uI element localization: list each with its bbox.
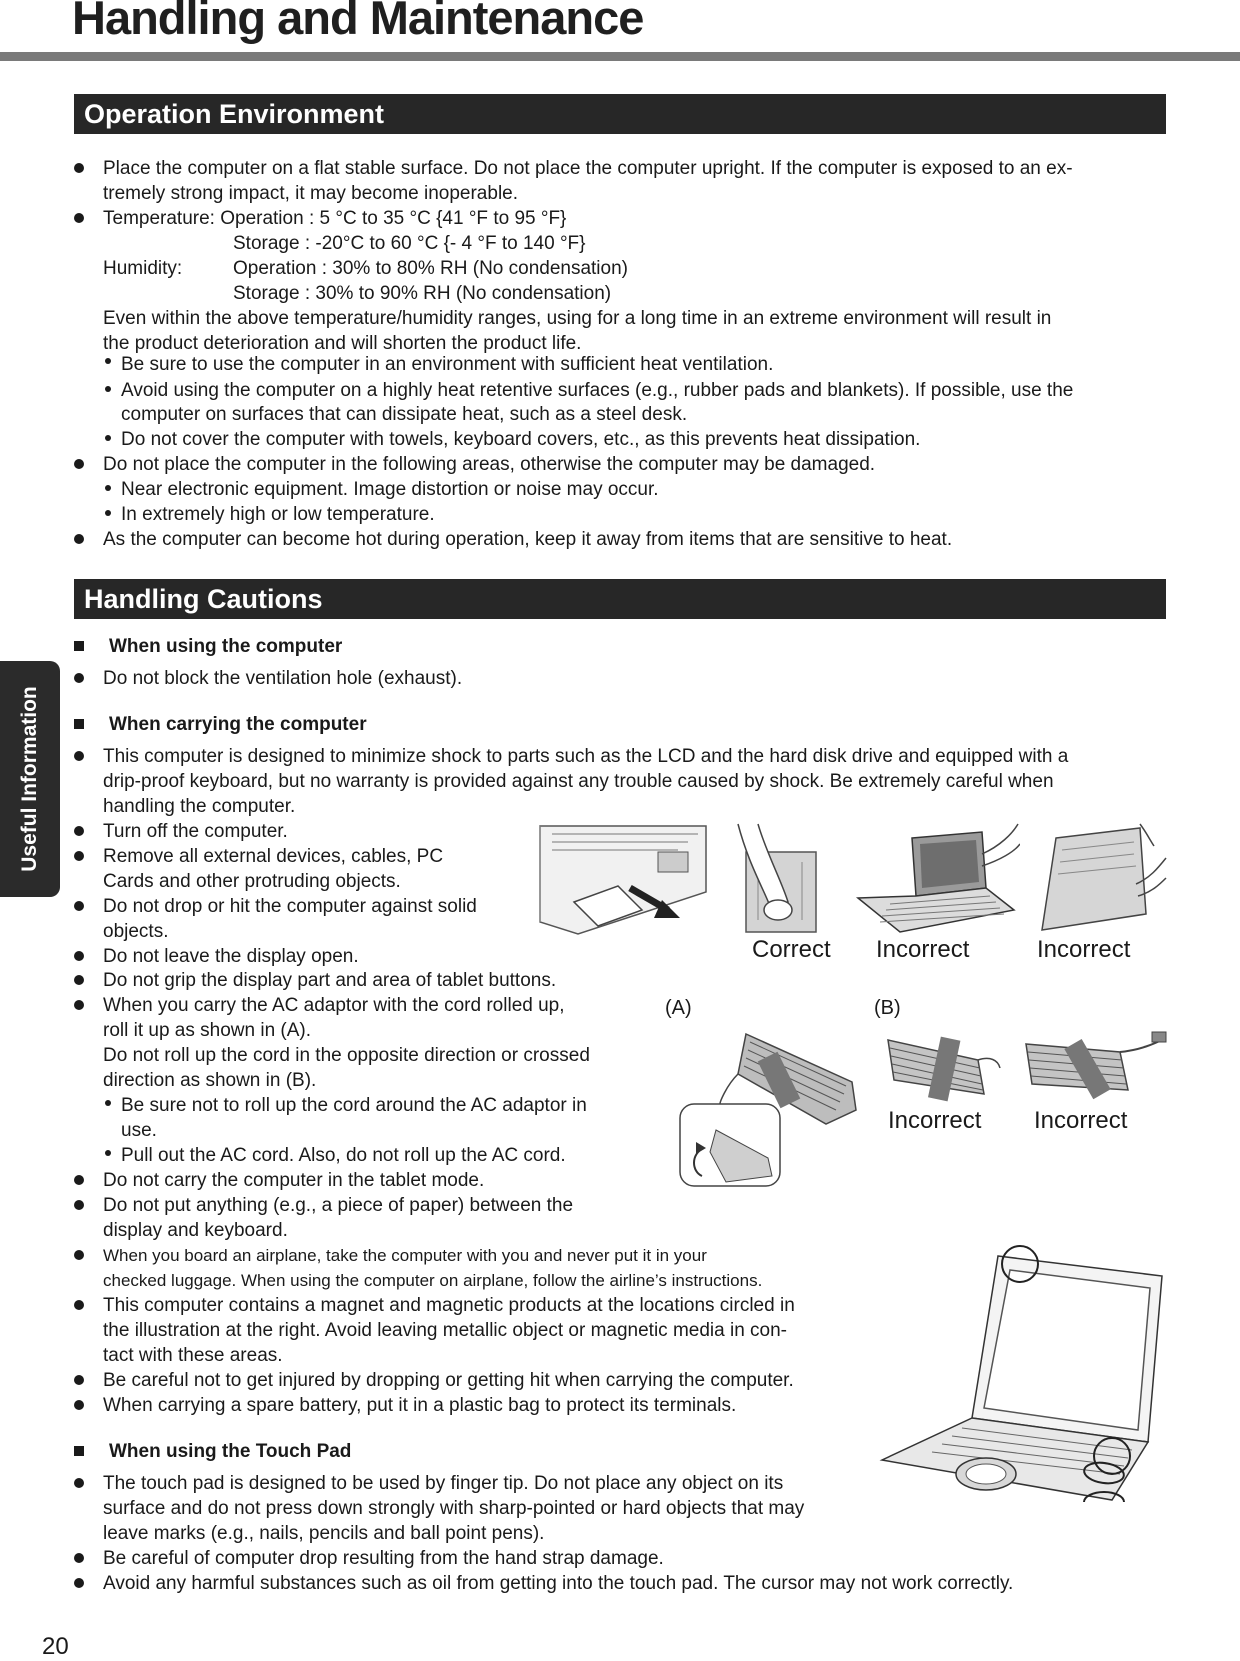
figure-label-b: (B): [874, 997, 901, 1019]
text-line: This computer is designed to minimize shock to parts such as the LCD and the hard disk drive and equipped with a: [103, 746, 1069, 767]
bullet: [74, 1553, 84, 1563]
text-line: Avoid using the computer on a highly heat retentive surfaces (e.g., rubber pads and blankets). If possible, use the: [121, 380, 1074, 401]
text-line: When carrying a spare battery, put it in a plastic bag to protect its terminals.: [103, 1395, 737, 1416]
text-line: checked luggage. When using the computer on airplane, follow the airline’s instructions.: [103, 1271, 763, 1290]
text-line: the illustration at the right. Avoid leaving metallic object or magnetic media in con-: [103, 1320, 788, 1341]
text-line: Turn off the computer.: [103, 821, 288, 842]
humidity-storage-line: Storage : 30% to 90% RH (No condensation): [233, 283, 612, 304]
correct-carry-illustration: [736, 822, 822, 934]
text-line: Do not leave the display open.: [103, 946, 359, 967]
subheading-touch-pad: When using the Touch Pad: [109, 1441, 352, 1462]
subsection-marker: [74, 719, 84, 729]
section-header-handling-cautions: Handling Cautions: [74, 579, 1166, 619]
text-line: Be sure not to roll up the cord around the AC adaptor in: [121, 1095, 587, 1116]
caption-incorrect: Incorrect: [888, 1107, 982, 1134]
text-line: Cards and other protruding objects.: [103, 871, 401, 892]
bullet: [74, 826, 84, 836]
text-line: leave marks (e.g., nails, pencils and ball point pens).: [103, 1523, 545, 1544]
bullet: [74, 1478, 84, 1488]
subheading-using-computer: When using the computer: [109, 636, 343, 657]
text-line: Remove all external devices, cables, PC: [103, 846, 444, 867]
bullet: [74, 1300, 84, 1310]
text-line: Do not block the ventilation hole (exhaust).: [103, 668, 463, 689]
text-line: surface and do not press down strongly with sharp-pointed or hard objects that may: [103, 1498, 805, 1519]
bullet: [74, 1175, 84, 1185]
side-tab-label: Useful Information: [18, 686, 41, 872]
subsection-marker: [74, 1446, 84, 1456]
text-line: Pull out the AC cord. Also, do not roll up the AC cord.: [121, 1145, 566, 1166]
text-line: The touch pad is designed to be used by finger tip. Do not place any object on its: [103, 1473, 784, 1494]
text-line: roll it up as shown in (A).: [103, 1020, 312, 1041]
text-line: Be sure to use the computer in an environment with sufficient heat ventilation.: [121, 354, 774, 375]
text-line: Place the computer on a flat stable surface. Do not place the computer upright. If the computer is exposed to an ex-: [103, 158, 1073, 179]
ac-adaptor-incorrect-roll-1-illustration: [880, 1030, 1004, 1112]
ac-adaptor-incorrect-roll-2-illustration: [1020, 1030, 1170, 1112]
text-line: As the computer can become hot during operation, keep it away from items that are sensitive to heat.: [103, 529, 953, 550]
text-line: direction as shown in (B).: [103, 1070, 317, 1091]
bullet: [74, 901, 84, 911]
text-line: Near electronic equipment. Image distortion or noise may occur.: [121, 479, 659, 500]
text-line: tremely strong impact, it may become inoperable.: [103, 183, 519, 204]
bullet: [74, 751, 84, 761]
text-line: Be careful of computer drop resulting from the hand strap damage.: [103, 1548, 664, 1569]
bullet: [74, 951, 84, 961]
bullet: [74, 534, 84, 544]
figure-label-a: (A): [665, 997, 692, 1019]
sub-bullet: [105, 1100, 111, 1106]
title-rule: [0, 52, 1240, 61]
laptop-magnet-locations-illustration: [878, 1242, 1168, 1502]
sub-bullet: [105, 358, 111, 364]
page-title: Handling and Maintenance: [72, 0, 644, 44]
sub-bullet: [105, 435, 111, 441]
sub-bullet: [105, 386, 111, 392]
bullet: [74, 851, 84, 861]
text-line: Do not carry the computer in the tablet mode.: [103, 1170, 485, 1191]
caption-incorrect: Incorrect: [876, 936, 970, 963]
bullet: [74, 163, 84, 173]
text-line: Avoid any harmful substances such as oil from getting into the touch pad. The cursor may not work correctly.: [103, 1573, 1014, 1594]
text-line: the product deterioration and will shorten the product life.: [103, 333, 582, 354]
text-line: In extremely high or low temperature.: [121, 504, 435, 525]
text-line: This computer contains a magnet and magnetic products at the locations circled in: [103, 1295, 795, 1316]
bullet: [74, 673, 84, 683]
text-line: Be careful not to get injured by dropping or getting hit when carrying the computer.: [103, 1370, 794, 1391]
section-header-operation-environment: Operation Environment: [74, 94, 1166, 134]
sub-bullet: [105, 510, 111, 516]
text-line: display and keyboard.: [103, 1220, 288, 1241]
text-line: Do not cover the computer with towels, keyboard covers, etc., as this prevents heat dissipation.: [121, 429, 921, 450]
pc-card-removal-illustration: [538, 822, 710, 940]
bullet: [74, 1000, 84, 1010]
text-line: computer on surfaces that can dissipate heat, such as a steel desk.: [121, 404, 688, 425]
text-line: objects.: [103, 921, 169, 942]
humidity-operation-line: Operation : 30% to 80% RH (No condensation): [233, 258, 628, 279]
humidity-label: Humidity:: [103, 258, 183, 279]
incorrect-carry-open-display-illustration: [850, 822, 1020, 940]
ac-adaptor-correct-roll-illustration: [676, 1030, 862, 1190]
text-line: handling the computer.: [103, 796, 296, 817]
text-line: use.: [121, 1120, 157, 1141]
text-line: Do not drop or hit the computer against solid: [103, 896, 477, 917]
subsection-marker: [74, 641, 84, 651]
bullet: [74, 459, 84, 469]
text-line: tact with these areas.: [103, 1345, 283, 1366]
temperature-storage-line: Storage : -20°C to 60 °C {- 4 °F to 140 °F}: [233, 233, 586, 254]
text-line: Do not grip the display part and area of tablet buttons.: [103, 970, 557, 991]
caption-incorrect: Incorrect: [1037, 936, 1131, 963]
text-line: When you board an airplane, take the computer with you and never put it in your: [103, 1246, 707, 1265]
caption-incorrect: Incorrect: [1034, 1107, 1128, 1134]
sub-bullet: [105, 1150, 111, 1156]
bullet: [74, 1400, 84, 1410]
text-line: When you carry the AC adaptor with the cord rolled up,: [103, 995, 565, 1016]
bullet: [74, 1578, 84, 1588]
caption-correct: Correct: [752, 936, 831, 963]
text-line: Do not roll up the cord in the opposite direction or crossed: [103, 1045, 590, 1066]
incorrect-carry-tablet-grip-illustration: [1036, 822, 1168, 940]
bullet: [74, 975, 84, 985]
bullet: [74, 1375, 84, 1385]
bullet: [74, 1250, 84, 1260]
bullet: [74, 1200, 84, 1210]
bullet: [74, 213, 84, 223]
text-line: Even within the above temperature/humidity ranges, using for a long time in an extreme environment will result in: [103, 308, 1052, 329]
sub-bullet: [105, 485, 111, 491]
side-tab: [0, 661, 60, 897]
page-number: 20: [42, 1633, 69, 1660]
text-line: Do not put anything (e.g., a piece of paper) between the: [103, 1195, 574, 1216]
temperature-line: Temperature: Operation : 5 °C to 35 °C {41 °F to 95 °F}: [103, 208, 567, 229]
text-line: drip-proof keyboard, but no warranty is provided against any trouble caused by shock. Be extremely careful when: [103, 771, 1054, 792]
text-line: Do not place the computer in the following areas, otherwise the computer may be damaged.: [103, 454, 876, 475]
subheading-carrying-computer: When carrying the computer: [109, 714, 367, 735]
